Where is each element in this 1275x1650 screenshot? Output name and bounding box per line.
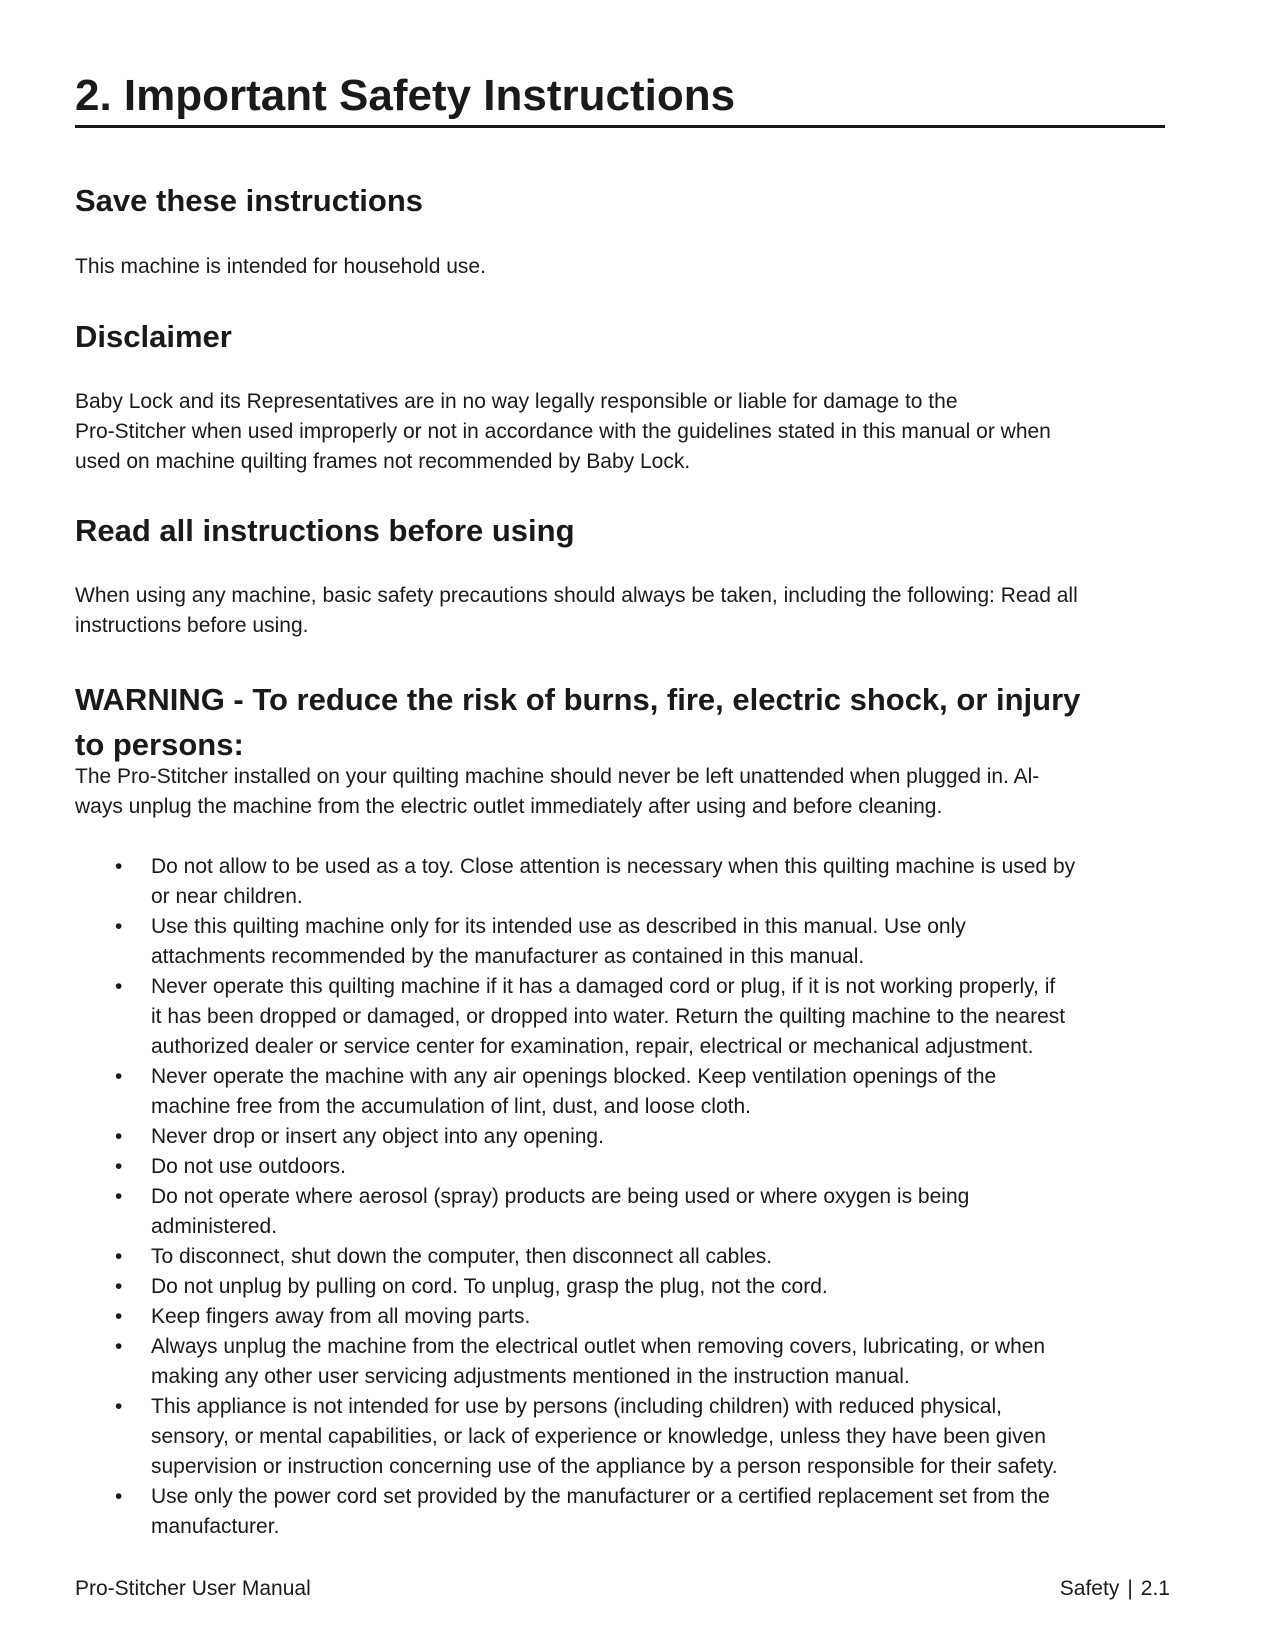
footer-page-ref bbox=[1060, 1574, 1170, 1604]
footer-separator: | bbox=[1127, 1577, 1133, 1600]
warning-heading-line: WARNING - To reduce the risk of burns, fire, electric shock, or injury bbox=[75, 682, 1081, 717]
disclaimer-line: Pro-Stitcher when used improperly or not in accordance with the guidelines stated in this manual or when bbox=[75, 420, 1051, 443]
disclaimer-text bbox=[75, 387, 1165, 477]
list-item: • Never operate the machine with any air openings blocked. Keep ventilation openings of the machine free from the accumulation of lint, dust, and loose cloth. bbox=[75, 1062, 1165, 1122]
title-underline bbox=[75, 125, 1165, 128]
bullet-icon: • bbox=[115, 1125, 123, 1148]
list-item: • Use this quilting machine only for its intended use as described in this manual. Use only attachments recommended by the manufacturer as contained in this manual. bbox=[75, 912, 1165, 972]
bullet-icon: • bbox=[115, 915, 123, 938]
disclaimer-line: Baby Lock and its Representatives are in no way legally responsible or liable for damage to the bbox=[75, 390, 958, 413]
footer-section: Safety bbox=[1059, 1577, 1120, 1600]
footer-page-number: 2.1 bbox=[1140, 1577, 1170, 1600]
list-item: • Never operate this quilting machine if it has a damaged cord or plug, if it is not working properly, if it has been dropped or damaged, or dropped into water. Return the quilting machine to the nearest authorized dealer or service center for examination, repair, electrical or mechanical adjustment. bbox=[75, 972, 1165, 1062]
page-footer bbox=[75, 1574, 1170, 1604]
list-item: • This appliance is not intended for use by persons (including children) with reduced physical, sensory, or mental capabilities, or lack of experience or knowledge, unless they have been given supervision or instruction concerning use of the appliance by a person responsible for their safety. bbox=[75, 1392, 1165, 1482]
disclaimer-heading: Disclaimer bbox=[75, 319, 232, 354]
read-instructions-heading: Read all instructions before using bbox=[75, 513, 575, 548]
bullet-icon: • bbox=[115, 855, 123, 878]
disclaimer-line: used on machine quilting frames not recommended by Baby Lock. bbox=[75, 450, 691, 473]
save-instructions-heading: Save these instructions bbox=[75, 183, 424, 218]
list-item: • Never drop or insert any object into any opening. bbox=[75, 1122, 1165, 1152]
bullet-icon: • bbox=[115, 1185, 123, 1208]
manual-page bbox=[75, 0, 1170, 1650]
bullet-icon: • bbox=[115, 1065, 123, 1088]
list-item: • Do not use outdoors. bbox=[75, 1152, 1165, 1182]
list-item: • Always unplug the machine from the electrical outlet when removing covers, lubricating, or when making any other user servicing adjustments mentioned in the instruction manual. bbox=[75, 1332, 1165, 1392]
bullet-icon: • bbox=[115, 1305, 123, 1328]
bullet-icon: • bbox=[115, 1335, 123, 1358]
warning-heading bbox=[75, 677, 1165, 767]
warning-line: ways unplug the machine from the electric outlet immediately after using and before cleaning. bbox=[75, 795, 943, 818]
list-item: • Do not operate where aerosol (spray) products are being used or where oxygen is being administered. bbox=[75, 1182, 1165, 1242]
bullet-icon: • bbox=[115, 1245, 123, 1268]
list-item: • Keep fingers away from all moving parts. bbox=[75, 1302, 1165, 1332]
warning-intro-text bbox=[75, 762, 1165, 822]
read-line: instructions before using. bbox=[75, 614, 309, 637]
safety-bullet-list bbox=[75, 852, 1165, 1542]
bullet-icon: • bbox=[115, 1485, 123, 1508]
bullet-icon: • bbox=[115, 975, 123, 998]
warning-line: The Pro-Stitcher installed on your quilting machine should never be left unattended when plugged in. Al- bbox=[75, 765, 1040, 788]
chapter-title: 2. Important Safety Instructions bbox=[75, 71, 736, 120]
list-item: • Use only the power cord set provided by the manufacturer or a certified replacement set from the manufacturer. bbox=[75, 1482, 1165, 1542]
read-line: When using any machine, basic safety precautions should always be taken, including the following: Read all bbox=[75, 584, 1078, 607]
bullet-icon: • bbox=[115, 1395, 123, 1418]
footer-manual-title: Pro-Stitcher User Manual bbox=[75, 1577, 311, 1600]
bullet-icon: • bbox=[115, 1275, 123, 1298]
warning-heading-line: to persons: bbox=[75, 727, 244, 762]
list-item: • To disconnect, shut down the computer, then disconnect all cables. bbox=[75, 1242, 1165, 1272]
read-instructions-text bbox=[75, 581, 1165, 641]
list-item: • Do not unplug by pulling on cord. To unplug, grasp the plug, not the cord. bbox=[75, 1272, 1165, 1302]
bullet-icon: • bbox=[115, 1155, 123, 1178]
list-item: • Do not allow to be used as a toy. Close attention is necessary when this quilting machine is used by or near children. bbox=[75, 852, 1165, 912]
household-use-text: This machine is intended for household use. bbox=[75, 255, 486, 278]
